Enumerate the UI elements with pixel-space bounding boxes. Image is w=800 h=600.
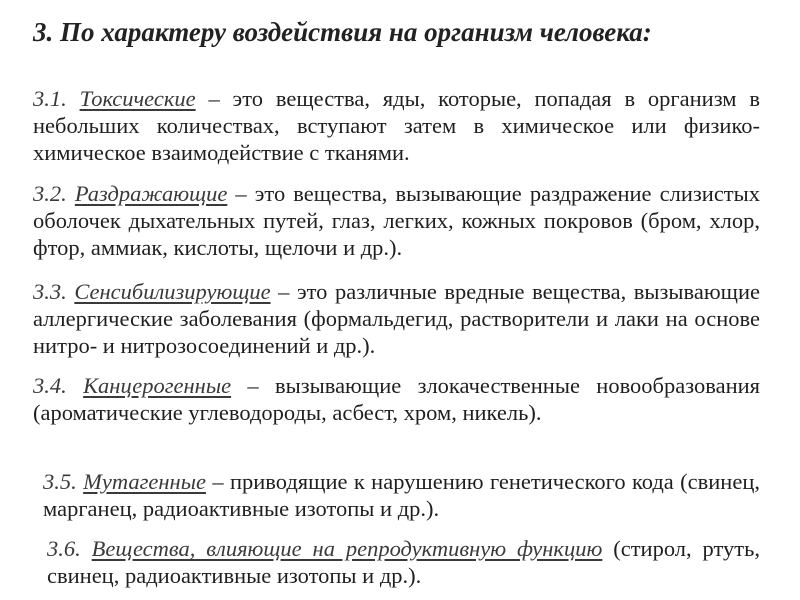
item-number: 3.6.	[47, 536, 81, 561]
item-reproductive	[47, 535, 760, 589]
item-text: – это вещества, яды, которые, попадая в организм в небольших количествах, вступают затем в химическое или физико-химическое взаимодействие с тканями.	[33, 86, 760, 165]
item-term: Канцерогенные	[83, 373, 232, 398]
item-number: 3.4.	[33, 373, 67, 398]
item-number: 3.3.	[33, 279, 67, 304]
item-irritant	[33, 180, 760, 261]
item-toxic	[33, 85, 760, 166]
item-carcinogenic	[33, 372, 760, 426]
item-sensitizing	[33, 278, 760, 359]
item-term: Сенсибилизирующие	[74, 279, 271, 304]
item-number: 3.5.	[43, 469, 77, 494]
item-text: – это вещества, вызывающие раздражение слизистых оболочек дыхательных путей, глаз, легких, кожных покровов (бром, хлор, фтор, аммиак, кислоты, щелочи и др.).	[33, 181, 761, 260]
item-mutagenic	[43, 468, 760, 522]
item-text: – вызывающие злокачественные новообразования (ароматические углеводороды, асбест, хром, никель).	[33, 373, 760, 425]
item-text: (стирол, ртуть, свинец, радиоактивные изотопы и др.).	[47, 536, 761, 588]
item-text: – это различные вредные вещества, вызывающие аллергические заболевания (формальдегид, растворители и лаки на основе нитро- и нитрозосоединений и др.).	[33, 279, 760, 358]
slide-title: 3. По характеру воздействия на организм человека:	[33, 17, 652, 47]
item-term: Мутагенные	[83, 469, 206, 494]
item-text: – приводящие к нарушению генетического кода (свинец, марганец, радиоактивные изотопы и др.).	[43, 469, 760, 521]
item-number: 3.2.	[33, 181, 67, 206]
item-number: 3.1.	[33, 86, 67, 111]
item-term: Вещества, влияющие на репродуктивную функцию	[91, 536, 603, 561]
item-term: Токсические	[79, 86, 196, 111]
item-term: Раздражающие	[74, 181, 228, 206]
